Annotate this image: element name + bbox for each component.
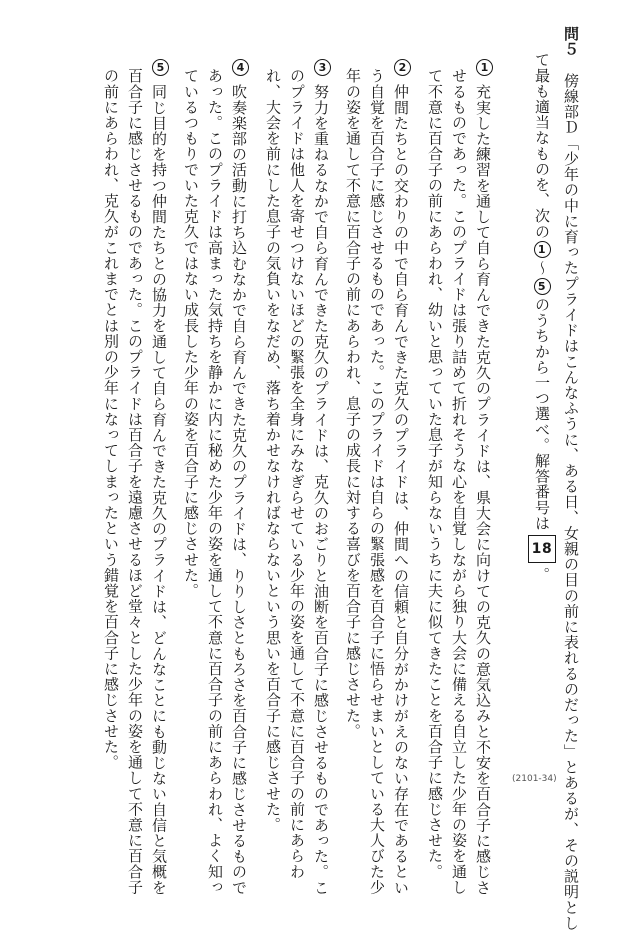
question-text-2c: 。 — [533, 566, 551, 583]
option-4-line-3: ているつもりでいた克久ではない成長した少年の姿を百合子に感じさせた。 — [182, 68, 200, 599]
range-end-number: 5 — [534, 278, 551, 295]
question-line-2 — [528, 52, 556, 582]
question-label: 問５ — [562, 26, 580, 58]
option-1-number: 1 — [476, 59, 493, 76]
option-3-line-2: のプライドは他人を寄せつけないほどの緊張を全身にみなぎらせている少年の姿を通して不意に百合子の前にあらわ — [288, 68, 306, 880]
option-1-line-3: て不意に百合子の前にあらわれ、幼いと思っていた息子が知らないうちに夫に似てきたことを百合子に感じさせた。 — [426, 68, 444, 880]
question-text-1: 傍線部Ｄ「少年の中に育ったプライドはこんなふうに、ある日、女親の目の前に表れるのだった」とあるが、その説明とし — [562, 72, 580, 931]
option-4-line-1: 吹奏楽部の活動に打ち込むなかで自ら育んできた克久のプライドは、りりしさともろさを百合子に感じさせるもので — [230, 84, 248, 896]
option-3-line-1: 努力を重ねるなかで自ら育んできた克久のプライドは、克久のおごりと油断を百合子に感じさせるものであった。こ — [312, 84, 330, 896]
range-separator: 〜 — [533, 260, 551, 276]
range-start-number: 1 — [534, 241, 551, 258]
question-text-2a: て最も適当なものを、次の — [533, 52, 551, 240]
option-3-line-3: れ、大会を前にした息子の気負いをなだめ、落ち着かせなければならないという思いを百合子に感じさせた。 — [264, 68, 282, 833]
page-footer-code: (2101-34) — [512, 774, 557, 784]
option-2-line-3: 年の姿を通して不意に百合子の前にあらわれ、息子の成長に対する喜びを百合子に感じさせた。 — [344, 68, 362, 739]
option-5-number: 5 — [152, 59, 169, 76]
option-5-line-2: 百合子に感じさせるものであった。このプライドは百合子を遠慮させるほど堂々とした少年の姿を通して不意に百合子 — [126, 68, 144, 895]
option-5-line-3: の前にあらわれ、克久がこれまでとは別の少年になってしまったという錯覚を百合子に感じさせた。 — [102, 68, 120, 770]
option-1-line-1: 充実した練習を通して自ら育んできた克久のプライドは、県大会に向けての克久の意気込みと不安を百合子に感じさ — [474, 84, 492, 896]
option-2-line-1: 仲間たちとの交わりの中で自ら育んできた克久のプライドは、仲間への信頼と自分がかけがえのない存在であるとい — [392, 84, 410, 896]
option-1-line-2: せるものであった。このプライドは張り詰めて折れそうな心を自覚しながら独り大会に備える自立した少年の姿を通し — [450, 68, 468, 895]
question-text-2b: のうちから一つ選べ。解答番号は — [533, 296, 551, 531]
option-2-number: 2 — [394, 59, 411, 76]
option-2-line-2: う自覚を百合子に感じさせるものであった。このプライドは自らの緊張感を百合子に悟らせまいとしている大人びた少 — [368, 68, 386, 895]
option-4-number: 4 — [232, 59, 249, 76]
question-line-1 — [560, 26, 582, 931]
option-5-line-1: 同じ目的を持つ仲間たちとの協力を通して自ら育んできた克久のプライドは、どんなことにも動じない自信と気概を — [150, 84, 168, 896]
option-3-number: 3 — [314, 59, 331, 76]
option-4-line-2: あった。このプライドは高まった気持ちを静かに内に秘めた少年の姿を通して不意に百合子の前にあらわれ、よく知っ — [206, 68, 224, 895]
answer-number-box: 18 — [528, 535, 556, 563]
